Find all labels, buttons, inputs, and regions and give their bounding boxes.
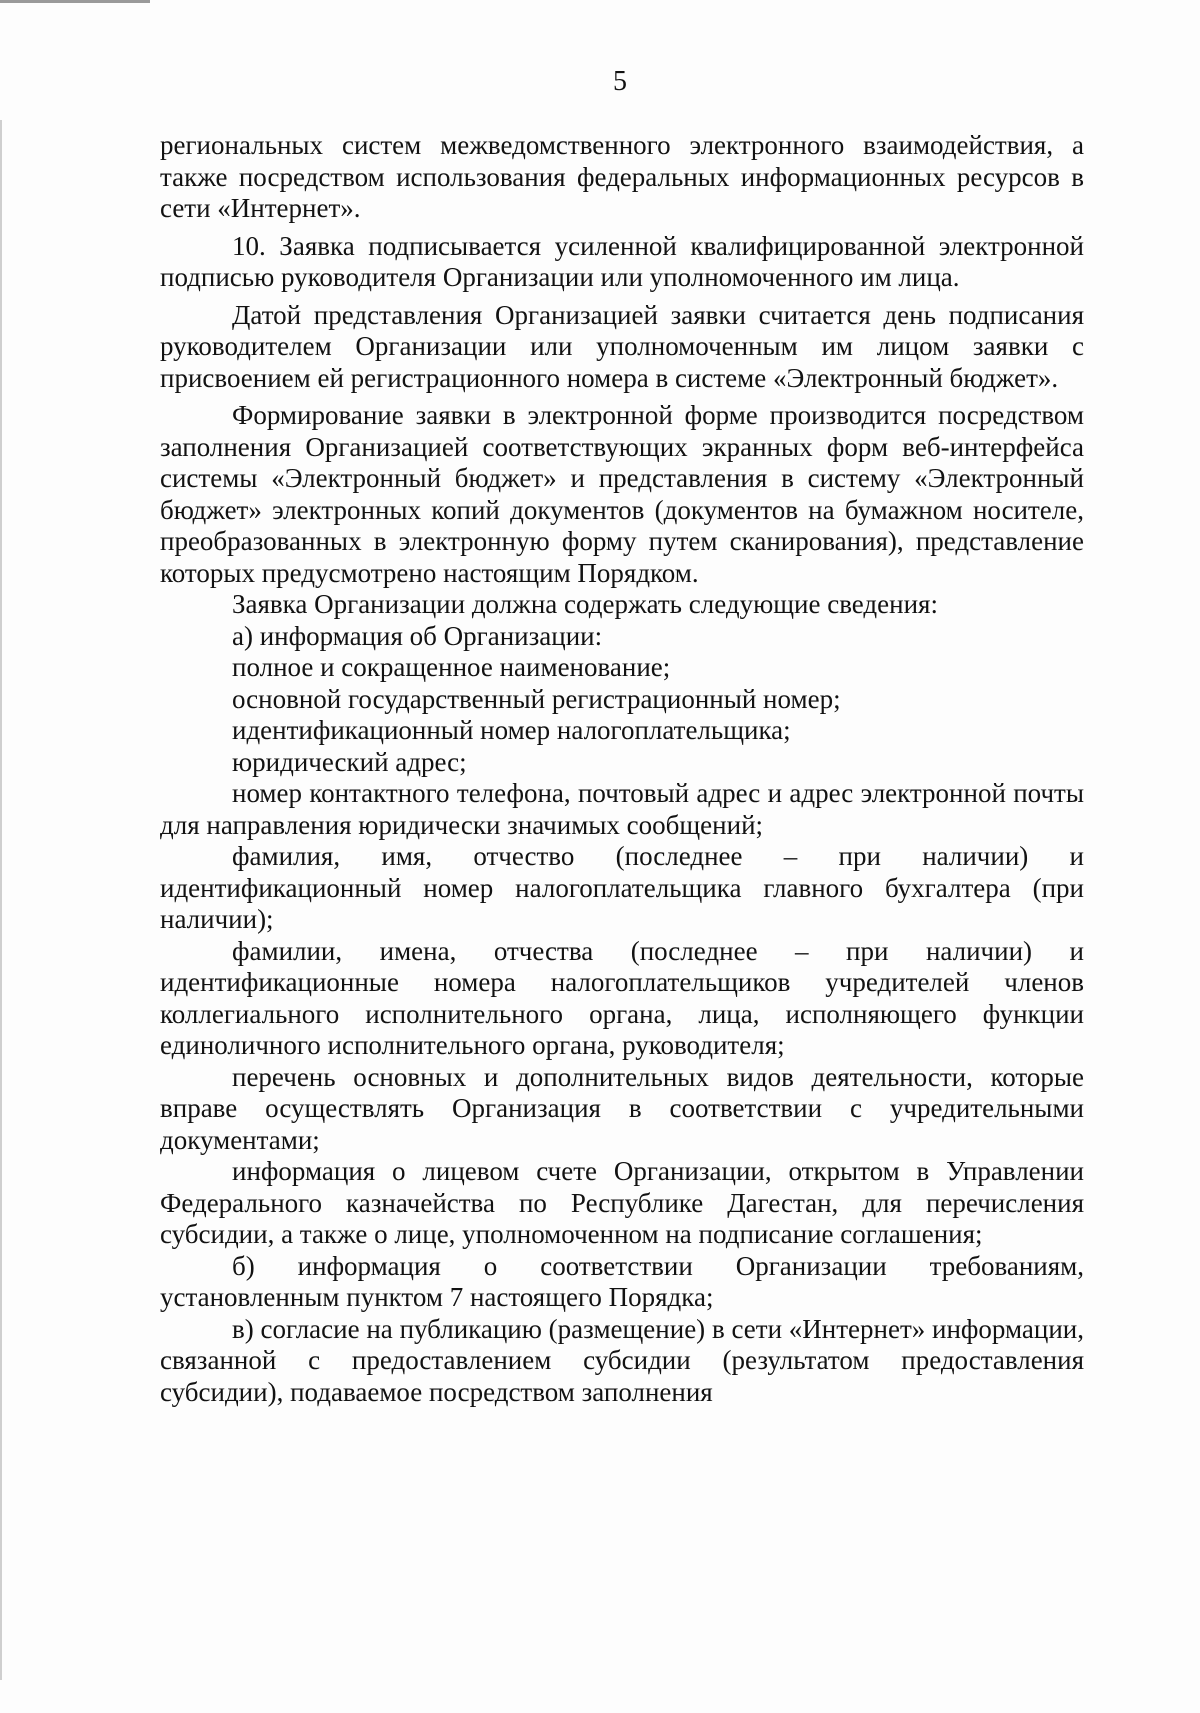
list-item-full-name: полное и сокращенное наименование; bbox=[232, 652, 671, 682]
list-item-publication-consent: в) согласие на публикацию (размещение) в сети «Интернет» информации, связанной с предоставлением субсидии (результатом предоставления субсидии), подаваемое посредством заполнения bbox=[160, 1313, 1084, 1407]
list-item-legal-address: юридический адрес; bbox=[232, 746, 467, 777]
list-item-chief-accountant: фамилия, имя, отчество (последнее – при наличии) и идентификационный номер налогоплательщика главного бухгалтера (при наличии); bbox=[160, 841, 1084, 934]
list-item-personal-account: информация о лицевом счете Организации, открытом в Управлении Федерального казначейства по Республике Дагестан, для перечисления субсидии, а также о лице, уполномоченном на подписание соглашения; bbox=[160, 1156, 1084, 1249]
document-body bbox=[160, 130, 1084, 1408]
list-item-activities: перечень основных и дополнительных видов деятельности, которые вправе осуществлять Организация в соответствии с учредительными документами; bbox=[160, 1061, 1084, 1155]
paragraph-4: Формирование заявки в электронной форме производится посредством заполнения Организацией соответствующих экранных форм веб-интерфейса системы «Электронный бюджет» и представления в систему «Электронный бюджет» электронных копий документов (документов на бумажном носителе, преобразованных в электронную форму путем сканирования), представление которых предусмотрено настоящим Порядком. bbox=[160, 400, 1084, 588]
paragraph-3: Датой представления Организацией заявки считается день подписания руководителем Организации или уполномоченным им лицом заявки с присвоением ей регистрационного номера в системе «Электронный бюджет». bbox=[160, 299, 1084, 393]
list-item-contacts: номер контактного телефона, почтовый адрес и адрес электронной почты для направления юридически значимых сообщений; bbox=[160, 778, 1084, 840]
scan-edge-top bbox=[0, 0, 150, 3]
list-item-founders: фамилии, имена, отчества (последнее – при наличии) и идентификационные номера налогоплательщиков учредителей членов коллегиального исполнительного органа, лица, исполняющего функции единоличного исполнительного органа, руководителя; bbox=[160, 935, 1084, 1060]
scan-edge-left bbox=[0, 120, 2, 1680]
paragraph-1: региональных систем межведомственного электронного взаимодействия, а также посредством использования федеральных информационных ресурсов в сети «Интернет». bbox=[160, 130, 1084, 223]
list-item-organization-info: а) информация об Организации: bbox=[232, 620, 603, 651]
list-item-requirements: б) информация о соответствии Организации требованиям, установленным пунктом 7 настоящего Порядка; bbox=[160, 1250, 1084, 1312]
list-item-ogrn: основной государственный регистрационный номер; bbox=[232, 683, 841, 714]
paragraph-5: Заявка Организации должна содержать следующие сведения: bbox=[232, 589, 938, 619]
page-number: 5 bbox=[613, 66, 627, 97]
paragraph-2: 10. Заявка подписывается усиленной квалифицированной электронной подписью руководителя Организации или уполномоченного им лица. bbox=[160, 230, 1084, 292]
list-item-inn: идентификационный номер налогоплательщика; bbox=[232, 715, 791, 745]
